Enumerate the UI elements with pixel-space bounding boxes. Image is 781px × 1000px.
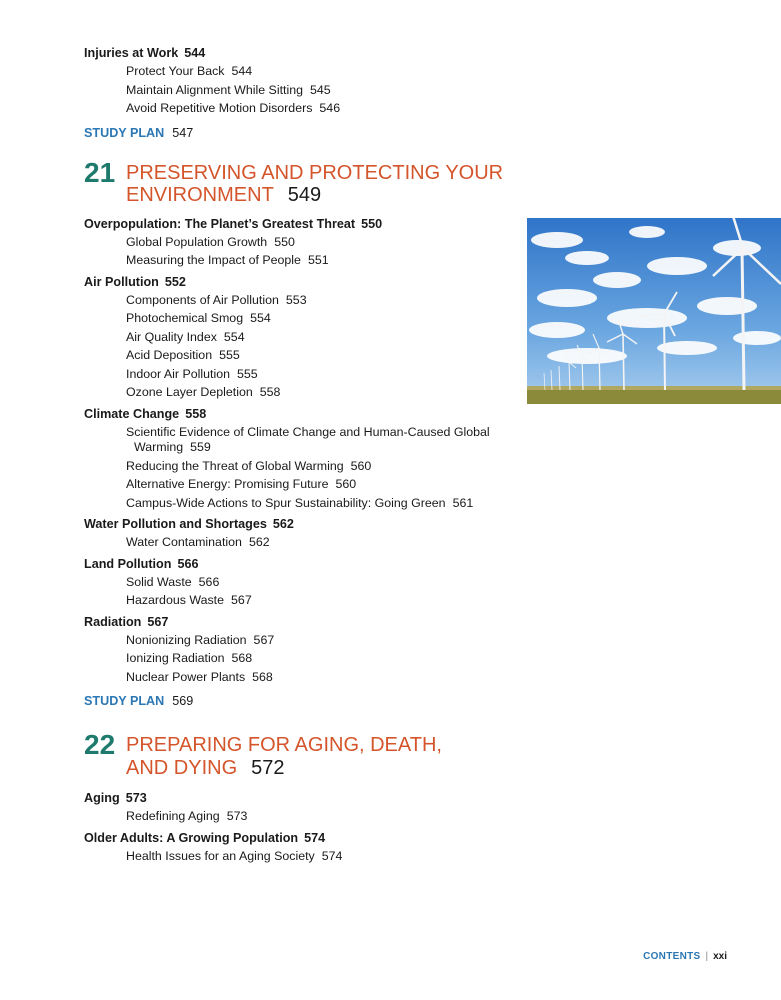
page-number: xxi (713, 951, 727, 962)
section-page: 544 (184, 46, 206, 60)
subsection-title: Measuring the Impact of People (126, 253, 301, 267)
subsection-title: Global Population Growth (126, 234, 268, 249)
chapter-number: 21 (84, 156, 116, 188)
toc-subsection (84, 383, 514, 402)
study-plan-label: STUDY PLAN (84, 125, 165, 140)
toc-section (84, 273, 514, 291)
toc-section (84, 44, 514, 62)
toc-subsection (84, 457, 514, 476)
subsection-page: 555 (237, 366, 258, 381)
chapter-title-line: PREPARING FOR AGING, DEATH, (126, 734, 442, 756)
subsection-page: 559 (190, 439, 211, 454)
subsection-title: Hazardous Waste (126, 593, 225, 607)
subsection-page: 562 (248, 535, 270, 549)
subsection-title: Nonionizing Radiation (126, 632, 247, 647)
chapter-title (126, 162, 514, 207)
toc-subsection (84, 475, 514, 494)
subsection-page: 555 (219, 348, 240, 362)
subsection-title: Components of Air Pollution (126, 292, 279, 307)
toc-subsection (84, 346, 514, 365)
wind-turbine-photo (527, 218, 781, 404)
section-title: Land Pollution (84, 556, 172, 571)
chapter-title-line: PRESERVING AND PROTECTING YOUR (126, 161, 504, 184)
section-page: 567 (147, 614, 169, 629)
toc-section (84, 829, 514, 847)
toc-section (84, 613, 514, 631)
chapter-number: 22 (84, 729, 116, 760)
subsection-page: 567 (231, 593, 252, 607)
chapter-page: 549 (287, 184, 322, 206)
toc-section (84, 515, 514, 533)
section-title: Older Adults: A Growing Population (84, 830, 299, 845)
subsection-title: Scientific Evidence of Climate Change and Human-Caused Global Warming (126, 424, 490, 454)
section-page: 550 (361, 216, 383, 231)
subsection-title: Air Quality Index (126, 329, 217, 344)
subsection-page: 544 (231, 64, 253, 78)
subsection-page: 550 (274, 234, 295, 249)
subsection-title: Water Contamination (126, 535, 242, 549)
toc-subsection (84, 62, 514, 81)
section-page: 574 (304, 830, 326, 845)
section-title: Climate Change (84, 406, 180, 421)
chapter-title-line: ENVIRONMENT (126, 184, 274, 206)
toc-subsection (84, 649, 514, 668)
subsection-title: Ozone Layer Depletion (126, 385, 253, 399)
study-plan-page: 569 (172, 694, 194, 708)
subsection-title: Maintain Alignment While Sitting (126, 82, 303, 97)
toc-subsection (84, 328, 514, 347)
subsection-page: 551 (307, 253, 329, 267)
subsection-page: 566 (198, 574, 220, 589)
toc-subsection (84, 99, 514, 118)
toc-section (84, 555, 514, 573)
subsection-title: Acid Deposition (126, 348, 213, 362)
toc-section (84, 789, 514, 807)
study-plan-label: STUDY PLAN (84, 694, 165, 708)
section-title: Overpopulation: The Planet’s Greatest Threat (84, 216, 356, 231)
subsection-title: Indoor Air Pollution (126, 366, 231, 381)
subsection-page: 545 (310, 82, 331, 97)
toc-subsection (84, 81, 514, 100)
subsection-title: Solid Waste (126, 574, 192, 589)
subsection-page: 561 (452, 495, 474, 510)
toc-subsection (84, 365, 514, 384)
footer-divider: | (705, 951, 709, 962)
section-title: Radiation (84, 614, 142, 629)
toc-subsection (84, 233, 514, 252)
chapter-page: 572 (251, 756, 285, 779)
subsection-title: Nuclear Power Plants (126, 669, 246, 684)
section-page: 566 (177, 556, 199, 571)
toc-subsection (84, 494, 514, 513)
subsection-title: Photochemical Smog (126, 311, 244, 325)
subsection-page: 567 (253, 632, 275, 647)
toc-subsection (84, 668, 514, 687)
toc-subsection (84, 423, 514, 457)
toc-subsection (84, 533, 514, 552)
toc-subsection (84, 573, 514, 592)
subsection-title: Ionizing Radiation (126, 651, 225, 665)
page-footer (643, 950, 727, 964)
section-page: 573 (125, 791, 147, 805)
study-plan-entry (84, 692, 514, 710)
subsection-page: 560 (350, 458, 372, 473)
toc-subsection (84, 847, 514, 866)
section-title: Aging (84, 791, 120, 805)
section-title: Water Pollution and Shortages (84, 517, 267, 531)
subsection-title: Avoid Repetitive Motion Disorders (126, 101, 313, 115)
subsection-title: Campus-Wide Actions to Spur Sustainability: Going Green (126, 495, 446, 510)
toc-subsection (84, 291, 514, 310)
section-title: Air Pollution (84, 274, 159, 289)
subsection-title: Reducing the Threat of Global Warming (126, 458, 344, 473)
chapter-title-line: AND DYING (126, 756, 238, 779)
subsection-title: Health Issues for an Aging Society (126, 848, 315, 863)
toc-subsection (84, 591, 514, 610)
subsection-title: Redefining Aging (126, 809, 220, 823)
toc-subsection (84, 631, 514, 650)
subsection-page: 574 (321, 848, 343, 863)
subsection-title: Alternative Energy: Promising Future (126, 477, 329, 491)
section-page: 562 (272, 517, 294, 531)
wind-turbine-image (527, 218, 781, 404)
section-title: Injuries at Work (84, 46, 179, 60)
toc-subsection (84, 807, 514, 826)
subsection-page: 568 (231, 651, 253, 665)
chapter-heading-21 (84, 156, 514, 207)
subsection-page: 554 (223, 329, 245, 344)
subsection-page: 568 (252, 669, 273, 684)
running-footer-label: CONTENTS (643, 951, 701, 962)
table-of-contents (84, 41, 514, 865)
subsection-title: Protect Your Back (126, 64, 225, 78)
subsection-page: 546 (319, 101, 341, 115)
subsection-page: 573 (226, 809, 248, 823)
study-plan-entry (84, 124, 514, 142)
subsection-page: 558 (259, 385, 281, 399)
toc-subsection (84, 251, 514, 270)
subsection-page: 560 (335, 477, 357, 491)
toc-section (84, 215, 514, 233)
toc-section (84, 405, 514, 423)
chapter-heading-22 (84, 729, 514, 779)
subsection-page: 554 (250, 311, 271, 325)
toc-subsection (84, 309, 514, 328)
chapter-title (126, 734, 514, 779)
subsection-page: 553 (285, 292, 307, 307)
section-page: 552 (164, 274, 186, 289)
study-plan-page: 547 (172, 125, 194, 140)
section-page: 558 (185, 406, 207, 421)
